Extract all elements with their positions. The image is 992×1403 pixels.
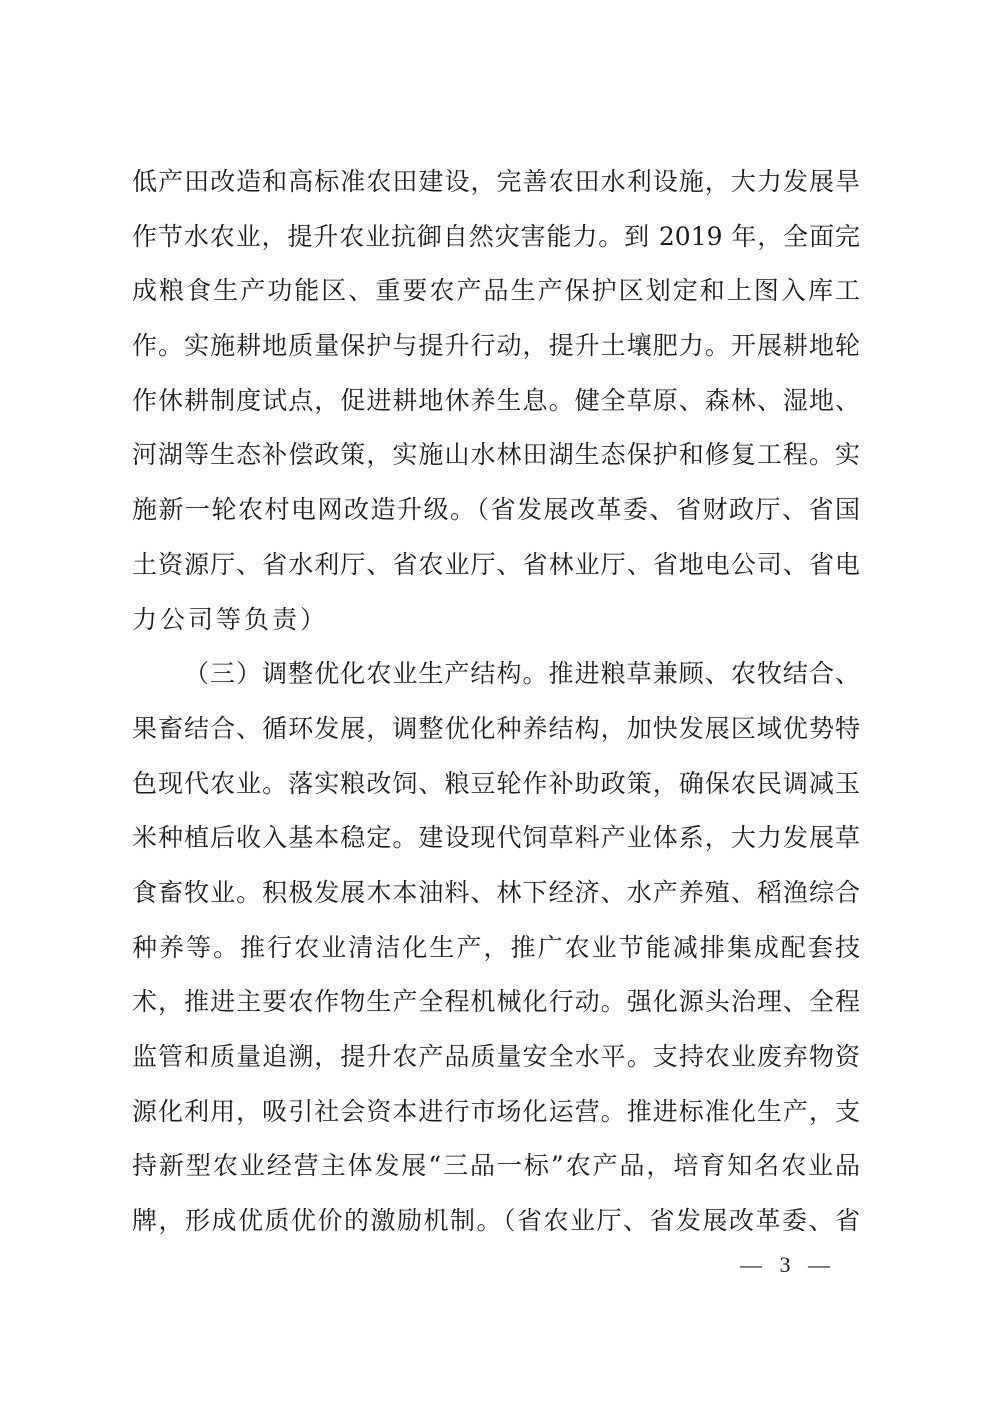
body-text: [132, 155, 860, 1249]
text-line: 米种植后收入基本稳定。建设现代饲草料产业体系，大力发展草: [132, 823, 860, 853]
text-line: 色现代农业。落实粮改饲、粮豆轮作补助政策，确保农民调减玉: [132, 768, 860, 798]
text-line-paragraph-end: 力公司等负责）: [132, 604, 329, 634]
text-line: 持新型农业经营主体发展“三品一标”农产品，培育知名农业品: [132, 1151, 860, 1181]
text-line: 土资源厅、省水利厅、省农业厅、省林业厅、省地电公司、省电: [132, 549, 860, 579]
text-line: 食畜牧业。积极发展木本油料、林下经济、水产养殖、稻渔综合: [132, 877, 860, 907]
page-number: — 3 —: [740, 1252, 836, 1277]
text-line: 果畜结合、循环发展，调整优化种养结构，加快发展区域优势特: [132, 713, 860, 743]
text-line: 作节水农业，提升农业抗御自然灾害能力。到 2019 年，全面完: [132, 221, 860, 251]
text-line: 术，推进主要农作物生产全程机械化行动。强化源头治理、全程: [132, 987, 860, 1017]
text-line: 低产田改造和高标准农田建设，完善农田水利设施，大力发展旱: [132, 167, 860, 196]
text-line: 监管和质量追溯，提升农产品质量安全水平。支持农业废弃物资: [132, 1042, 860, 1071]
text-line: 成粮食生产功能区、重要农产品生产保护区划定和上图入库工: [132, 276, 860, 306]
text-line: 施新一轮农村电网改造升级。（省发展改革委、省财政厅、省国: [132, 495, 860, 525]
text-line: 作。实施耕地质量保护与提升行动，提升土壤肥力。开展耕地轮: [132, 331, 860, 361]
text-line: 牌，形成优质优价的激励机制。（省农业厅、省发展改革委、省: [132, 1206, 860, 1236]
text-line: 种养等。推行农业清洁化生产，推广农业节能减排集成配套技: [132, 932, 860, 962]
text-line: 作休耕制度试点，促进耕地休养生息。健全草原、森林、湿地、: [132, 385, 860, 415]
section-heading-line: （三）调整优化农业生产结构。推进粮草兼顾、农牧结合、: [184, 659, 860, 689]
text-line: 河湖等生态补偿政策，实施山水林田湖生态保护和修复工程。实: [132, 440, 860, 470]
text-line: 源化利用，吸引社会资本进行市场化运营。推进标准化生产，支: [132, 1096, 860, 1126]
